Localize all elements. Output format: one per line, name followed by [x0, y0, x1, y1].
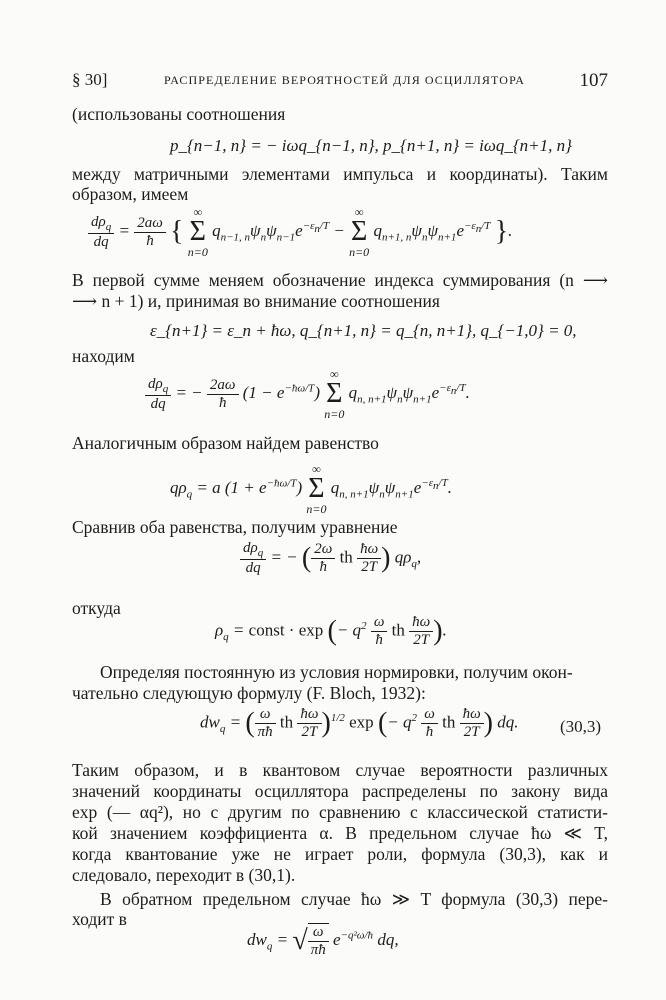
- equation-30-3: $dw_q$ = ( $\frac{\omega}{\pi ħ}$ th $\frac{ħ\omega}{2T}$ )$^{1/2}$ exp (− $q^2$ $\frac{\omega}{ħ}$ th $\frac{ħ\omega}{2T}$ ) dq.: [200, 706, 519, 740]
- text-line: В обратном предельном случае ħω ≫ T формула (30,3) пере-: [100, 889, 608, 909]
- text-line: exp (— αq²), но с другим по сравнению с классической статисти-: [72, 802, 608, 822]
- running-header: [72, 70, 608, 96]
- text-line: ходит в: [72, 909, 127, 929]
- text-line: чательно следующую формулу (F. Bloch, 1932):: [72, 683, 426, 703]
- page-number: 107: [579, 70, 608, 91]
- equation-differential: $\frac{d\rho_q}{dq}$ = − ( $\frac{2\omega}{ħ}$ th $\frac{ħ\omega}{2T}$ ) $q\rho_q$,: [240, 540, 421, 577]
- text-line: между матричными элементами импульса и координаты). Таким: [72, 164, 608, 184]
- text-line: (использованы соотношения: [72, 104, 286, 124]
- equation-solution: $\rho_q$ = const · exp (− $q^2$ $\frac{\omega}{ħ}$ th $\frac{ħ\omega}{2T}$ ).: [215, 614, 447, 648]
- equation-limit-case: $dw_q$ = √ $\frac{\omega}{\pi ħ}$ $e^{-q^2\omega/ħ}$ dq,: [247, 924, 399, 958]
- text-line: Таким образом, и в квантовом случае вероятности различных: [72, 760, 608, 780]
- equation-energy-relations: ε_{n+1} = ε_n + ħω, q_{n+1, n} = q_{n, n+1}, q_{−1,0} = 0,: [150, 321, 577, 340]
- text-line: откуда: [72, 598, 121, 618]
- text-line: находим: [72, 346, 135, 366]
- equation-derivative-sums: $\frac{d\rho_q}{dq}$ = $\frac{2a\omega}{ħ}$ { ∞ Σ n=0 $q_{n-1, n}\psi_n\psi_{n-1}e^{-\varepsilon_n/T}$ − ∞ Σ n=0 $q_{n+1, n}\psi_n\psi_{n+1}e^{-\varepsilon_n/T}$ }.: [88, 206, 512, 258]
- text-line: Сравнив оба равенства, получим уравнение: [72, 517, 398, 537]
- equation-momentum-relations: p_{n−1, n} = − iωq_{n−1, n}, p_{n+1, n} = iωq_{n+1, n}: [170, 136, 572, 155]
- text-line: значений координаты осциллятора распределены по закону вида: [72, 781, 608, 801]
- text-line: ⟶ n + 1) и, принимая во внимание соотношения: [72, 291, 440, 311]
- equation-number: (30,3): [560, 717, 602, 736]
- running-title: РАСПРЕДЕЛЕНИЕ ВЕРОЯТНОСТЕЙ ДЛЯ ОСЦИЛЛЯТОРА: [164, 73, 526, 87]
- text-line: когда квантование уже не играет роли, формула (30,3), как и: [72, 844, 608, 864]
- text-line: Аналогичным образом найдем равенство: [72, 433, 379, 453]
- text-line: кой значением коэффициента α. В предельном случае ħω ≪ T,: [72, 823, 608, 843]
- text-line: следовало, переходит в (30,1).: [72, 865, 296, 885]
- equation-q-rho: $q\rho_q = a$ $(1 + e^{-ħ\omega/T})$ ∞ Σ n=0 $q_{n, n+1}\psi_n\psi_{n+1}e^{-\varepsilon_n/T}$.: [170, 462, 452, 516]
- section-number: § 30]: [72, 70, 108, 89]
- text-line: В первой сумме меняем обозначение индекса суммирования (n ⟶: [72, 270, 608, 290]
- equation-derivative-result: $\frac{d\rho_q}{dq}$ = − $\frac{2a\omega}{ħ}$ $(1 - e^{-ħ\omega/T})$ ∞ Σ n=0 $q_{n, n+1}\psi_n\psi_{n+1}e^{-\varepsilon_n/T}$.: [145, 368, 470, 420]
- text-line: образом, имеем: [72, 184, 189, 204]
- text-line: Определяя постоянную из условия нормировки, получим окон-: [100, 662, 573, 682]
